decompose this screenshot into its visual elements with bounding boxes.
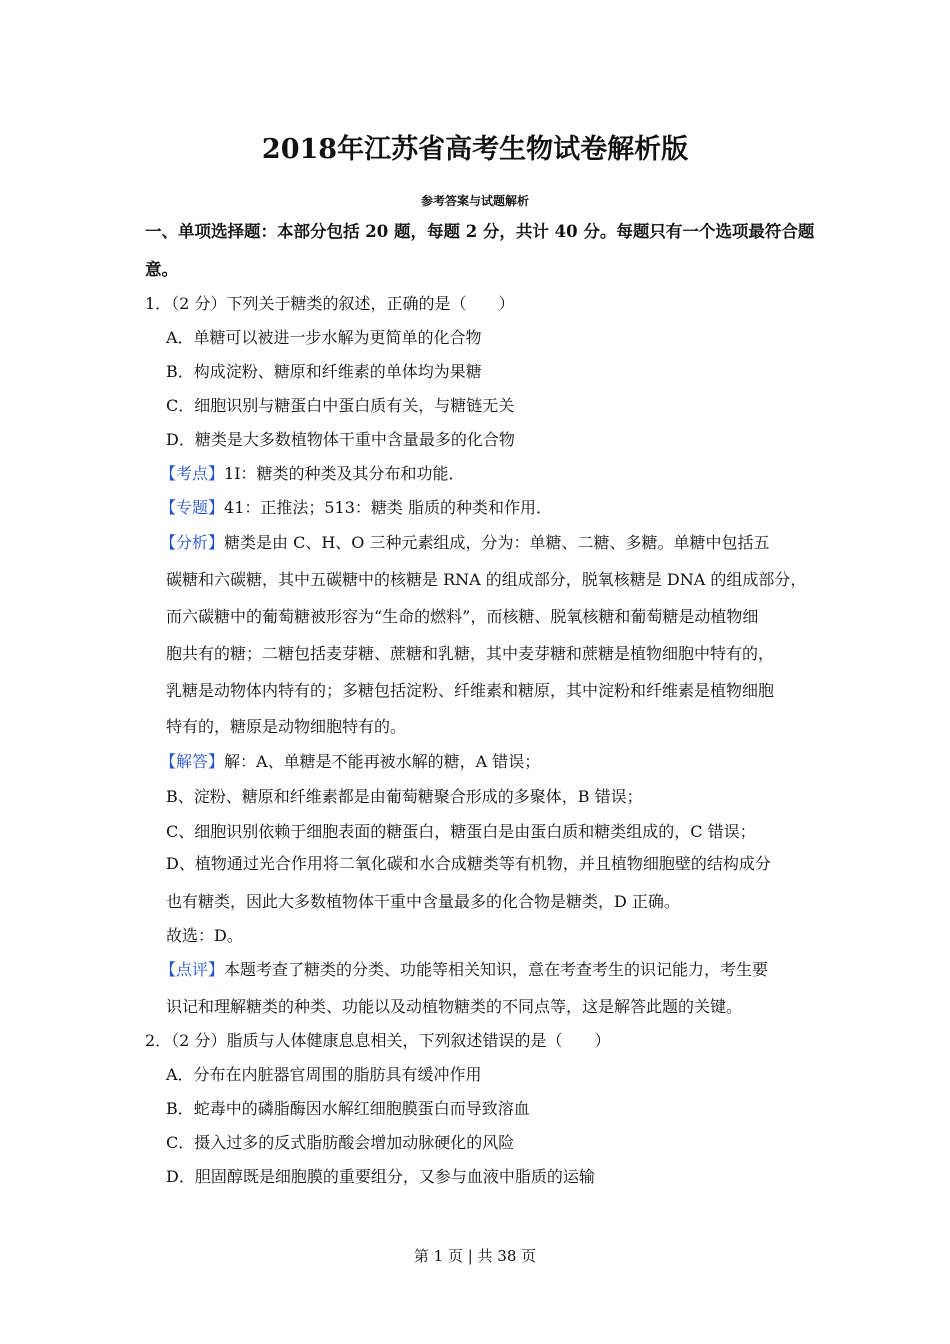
fenxi-line: 胞共有的糖；二糖包括麦芽糖、蔗糖和乳糖，其中麦芽糖和蔗糖是植物细胞中特有的，	[166, 644, 775, 663]
jieda-line: 也有糖类，因此大多数植物体干重中含量最多的化合物是糖类，D 正确。	[166, 892, 680, 911]
question-1-stem: 1．（2 分）下列关于糖类的叙述，正确的是（ ）	[145, 294, 515, 313]
fenxi-tag: 【分析】	[160, 533, 225, 552]
zhuanti-tag: 【专题】	[160, 498, 225, 517]
question-1-jieda	[160, 751, 540, 773]
page-footer: 第 1 页 | 共 38 页	[413, 1247, 537, 1265]
fenxi-line: 特有的，糖原是动物细胞特有的。	[166, 717, 407, 736]
question-2-option-a: A．分布在内脏器官周围的脂肪具有缓冲作用	[166, 1065, 482, 1084]
jieda-line: B、淀粉、糖原和纤维素都是由葡萄糖聚合形成的多聚体，B 错误；	[166, 787, 643, 806]
jieda-line: C、细胞识别依赖于细胞表面的糖蛋白，糖蛋白是由蛋白质和糖类组成的，C 错误；	[166, 822, 756, 841]
fenxi-line: 乳糖是动物体内特有的；多糖包括淀粉、纤维素和糖原，其中淀粉和纤维素是植物细胞	[166, 681, 775, 700]
question-1-option-a: A．单糖可以被进一步水解为更简单的化合物	[166, 328, 482, 347]
dianping-tag: 【点评】	[160, 960, 225, 979]
question-1-zhuanti	[160, 497, 552, 519]
question-2-option-b: B．蛇毒中的磷脂酶因水解红细胞膜蛋白而导致溶血	[166, 1099, 530, 1118]
question-1-option-d: D．糖类是大多数植物体干重中含量最多的化合物	[166, 430, 515, 449]
question-1-kaodian	[160, 463, 465, 485]
section-heading-line-2: 意。	[145, 260, 178, 279]
kaodian-text: 1I：糖类的种类及其分布和功能．	[224, 464, 465, 483]
dianping-line: 识记和理解糖类的种类、功能以及动植物糖类的不同点等，这是解答此题的关键。	[166, 997, 743, 1016]
jieda-tag: 【解答】	[160, 752, 225, 771]
fenxi-line: 糖类是由 C、H、O 三种元素组成，分为：单糖、二糖、多糖。单糖中包括五	[224, 533, 770, 552]
jieda-line: 解：A、单糖是不能再被水解的糖，A 错误；	[224, 752, 541, 771]
dianping-line: 本题考查了糖类的分类、功能等相关知识，意在考查考生的识记能力，考生要	[224, 960, 769, 979]
question-2-stem: 2．（2 分）脂质与人体健康息息相关，下列叙述错误的是（ ）	[145, 1031, 611, 1050]
section-heading-line-1: 一、单项选择题：本部分包括 20 题，每题 2 分，共计 40 分。每题只有一个选项最符合题	[145, 222, 815, 241]
jieda-line: 故选：D。	[166, 926, 243, 945]
zhuanti-text: 41：正推法；513：糖类 脂质的种类和作用．	[224, 498, 553, 517]
question-1-option-c: C．细胞识别与糖蛋白中蛋白质有关，与糖链无关	[166, 396, 515, 415]
fenxi-line: 而六碳糖中的葡萄糖被形容为“生命的燃料”，而核糖、脱氧核糖和葡萄糖是动植物细	[166, 607, 759, 626]
document-subtitle: 参考答案与试题解析	[420, 194, 529, 208]
question-1-option-b: B．构成淀粉、糖原和纤维素的单体均为果糖	[166, 362, 482, 381]
fenxi-line: 碳糖和六碳糖，其中五碳糖中的核糖是 RNA 的组成部分，脱氧核糖是 DNA 的组成部分，	[166, 570, 807, 589]
question-1-fenxi	[160, 532, 770, 554]
question-2-option-d: D．胆固醇既是细胞膜的重要组分，又参与血液中脂质的运输	[166, 1167, 595, 1186]
document-title: 2018年江苏省高考生物试卷解析版	[261, 134, 689, 165]
question-2-option-c: C．摄入过多的反式脂肪酸会增加动脉硬化的风险	[166, 1133, 515, 1152]
question-1-dianping	[160, 959, 768, 981]
jieda-line: D、植物通过光合作用将二氧化碳和水合成糖类等有机物，并且植物细胞壁的结构成分	[166, 854, 771, 873]
kaodian-tag: 【考点】	[160, 464, 225, 483]
